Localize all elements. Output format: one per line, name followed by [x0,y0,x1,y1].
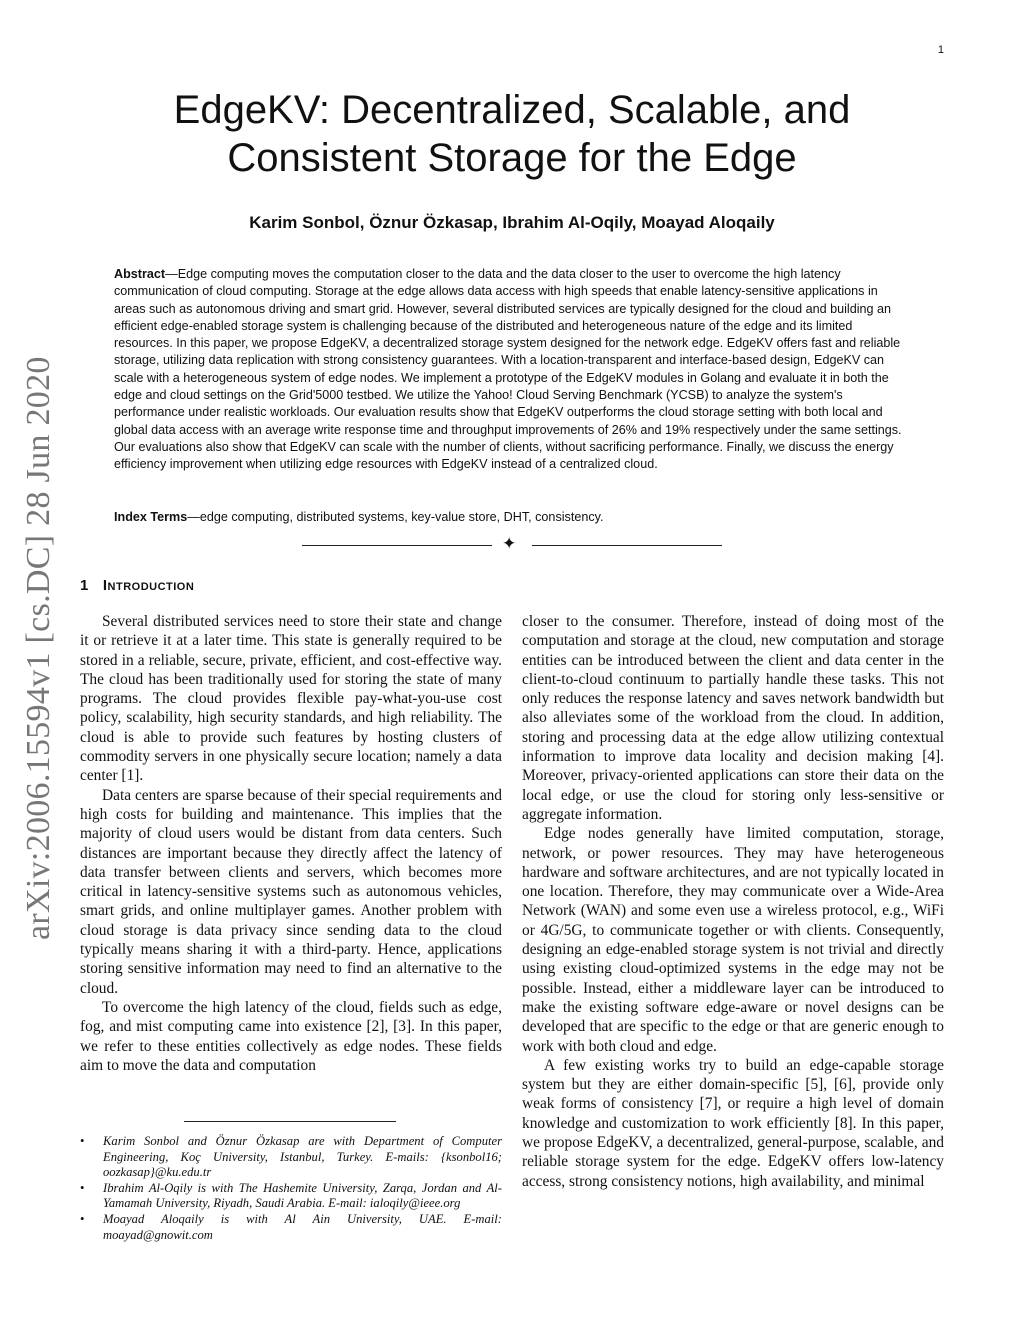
footnote: • Karim Sonbol and Öznur Özkasap are with Department of Computer Engineering, Koç University, Istanbul, Turkey. E-mails: {ksonbol16; oozkasap}@ku.edu.tr [80,1134,502,1181]
section-heading [80,577,194,594]
paragraph: Several distributed services need to store their state and change it or retrieve it at a later time. This state is generally required to be stored in a reliable, secure, private, efficient, and cost-effective way. The cloud has been traditionally used for storing the state of many programs. The cloud provides flexible pay-what-you-use cost policy, scalability, high security standards, and high reliability. The cloud is able to provide such features by hosting clusters of commodity servers in one physically secure location; namely a data center [1]. [80,613,502,785]
abstract [114,266,910,474]
index-terms-label: Index Terms [114,510,188,524]
divider-star-icon: ✦ [502,534,517,553]
section-number: 1 [80,577,89,594]
abstract-text: —Edge computing moves the computation closer to the data and the data closer to the user to overcome the high latency communication of cloud computing. Storage at the edge allows data access with high speeds that enable latency-sensitive applications in areas such as autonomous driving and smart grid. However, several distributed services are typically designed for the cloud and building an efficient edge-enabled storage system is challenging because of the distributed and heterogeneous nature of the edge and its limited resources. In this paper, we propose EdgeKV, a decentralized storage system designed for the network edge. EdgeKV offers fast and reliable storage, utilizing data replication with strong consistency guarantees. With a location-transparent and interface-based design, EdgeKV can scale with a heterogeneous system of edge nodes. We implement a prototype of the EdgeKV modules in Golang and evaluate it in both the edge and cloud settings on the Grid'5000 testbed. We utilize the Yahoo! Cloud Serving Benchmark (YCSB) to analyze the system's performance under realistic workloads. Our evaluation results show that EdgeKV outperforms the cloud storage setting with both local and global data access with an average write response time and throughput improvements of 26% and 19% respectively under the same settings. Our evaluations also show that EdgeKV can scale with the number of clients, without sacrificing performance. Finally, we discuss the energy efficiency improvement when utilizing edge resources with EdgeKV instead of a centralized cloud. [114,267,902,472]
title-line: EdgeKV: Decentralized, Scalable, and [173,88,851,132]
title-line: Consistent Storage for the Edge [227,136,797,180]
arxiv-stamp: arXiv:2006.15594v1 [cs.DC] 28 Jun 2020 [20,356,57,940]
page-number: 1 [937,44,944,56]
paper-title [0,86,1024,182]
right-column [522,612,944,1191]
paragraph: Data centers are sparse because of their special requirements and high costs for building and maintenance. This implies that the majority of cloud users would be distant from data centers. Such distances are important because they directly affect the latency of data transfer between clients and servers, which becomes more critical in latency-sensitive systems such as autonomous vehicles, smart grids, and online multiplayer games. Another problem with cloud storage is data privacy since sending data to the cloud typically means sharing it with a third-party. Hence, applications storing sensitive information may need to find an alternative to the cloud. [80,786,502,997]
paragraph: closer to the consumer. Therefore, instead of doing most of the computation and storage at the cloud, new computation and storage entities can be introduced between the client and data center in the client-to-cloud continuum to partially handle these tasks. This not only reduces the response latency and saves network bandwidth but also alleviates some of the workload from the cloud. In addition, storing and processing data at the edge allow utilizing contextual information to improve data locality and decision making [4]. Moreover, privacy-oriented applications can store their data on the local edge, or use the cloud for storing only less-sensitive or aggregate information. [522,613,944,823]
footnote: • Moayad Aloqaily is with Al Ain University, UAE. E-mail: moayad@gnowit.com [80,1212,502,1243]
authors: Karim Sonbol, Öznur Özkasap, Ibrahim Al-Oqily, Moayad Aloqaily [249,213,775,232]
abstract-label: Abstract [114,267,166,281]
paragraph: A few existing works try to build an edge-capable storage system but they are either domain-specific [5], [6], provide only weak forms of consistency [7], or require a high level of domain knowledge and customization to work efficiently [8]. In this paper, we propose EdgeKV, a decentralized, general-purpose, scalable, and reliable storage system for the edge. EdgeKV offers low-latency access, strong consistency notions, high availability, and minimal [522,1056,944,1190]
paragraph: Edge nodes generally have limited computation, storage, network, or power resources. They may have heterogeneous hardware and software architectures, and are not typically located in one location. Therefore, they may communicate over a Wide-Area Network (WAN) and some even use a wireless protocol, e.g., WiFi or 4G/5G, to communicate together or with clients. Consequently, designing an edge-enabled storage system is not trivial and directly using existing cloud-optimized systems in the edge may not be possible. Instead, either a middleware layer can be introduced to make the existing software edge-aware or novel designs can be developed that are specific to the edge or that are generic enough to work with both cloud and edge. [522,825,944,1055]
footnotes [80,1134,502,1243]
paragraph: To overcome the high latency of the cloud, fields such as edge, fog, and mist computing came into existence [2], [3]. In this paper, we refer to these entities collectively as edge nodes. These fields aim to move the data and computation [80,998,502,1074]
index-terms-text: —edge computing, distributed systems, key-value store, DHT, consistency. [187,510,604,524]
section-divider [302,536,722,556]
footnote-rule [184,1121,396,1122]
section-title: Introduction [102,577,195,594]
index-terms [114,510,910,524]
divider-line [302,545,492,546]
divider-line [532,545,722,546]
footnote: • Ibrahim Al-Oqily is with The Hashemite University, Zarqa, Jordan and Al-Yamamah University, Riyadh, Saudi Arabia. E-mail: ialoqily@ieee.org [80,1181,502,1212]
left-column [80,612,502,1075]
